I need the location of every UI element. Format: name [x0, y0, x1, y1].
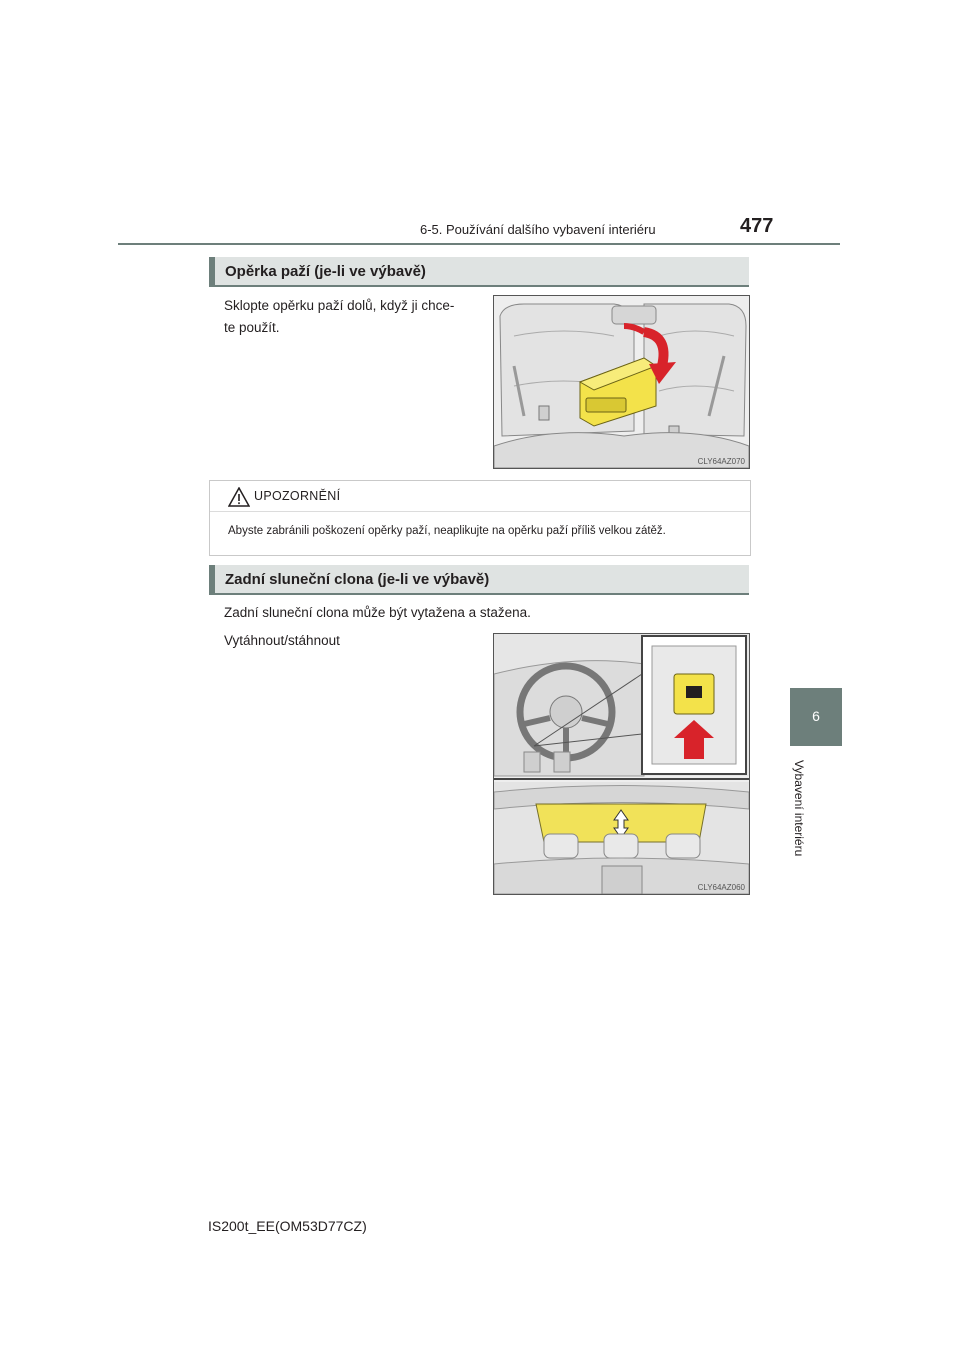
figure-code: CLY64AZ060: [697, 883, 745, 892]
figure-code: CLY64AZ070: [697, 457, 745, 466]
sunshade-description: Zadní sluneční clona může být vytažena a stažena.: [224, 605, 531, 620]
armrest-instruction: [224, 295, 454, 339]
armrest-drawing: [494, 296, 749, 468]
chapter-number: 6: [812, 708, 820, 724]
header-rule: [118, 243, 840, 245]
armrest-instruction-line1: Sklopte opěrku paží dolů, když ji chce-: [224, 298, 455, 313]
heading-accent-bar: [209, 565, 215, 595]
sunshade-illustration: [493, 633, 750, 895]
warning-triangle-icon: [228, 487, 250, 507]
section-heading-sunshade: [209, 565, 749, 595]
page-number: 477: [740, 215, 774, 237]
section-heading-armrest: [209, 257, 749, 287]
section-heading-text: Opěrka paží (je-li ve výbavě): [225, 263, 426, 280]
model-code: IS200t_EE(OM53D77CZ): [208, 1218, 367, 1234]
sunshade-drawing: [494, 634, 749, 894]
section-heading-text: Zadní sluneční clona (je-li ve výbavě): [225, 571, 490, 588]
chapter-label: [792, 760, 820, 880]
caution-text: Abyste zabránili poškození opěrky paží, neaplikujte na opěrku paží příliš velkou zátěž.: [228, 525, 666, 537]
sunshade-action: Vytáhnout/stáhnout: [224, 633, 340, 648]
armrest-illustration: [493, 295, 750, 469]
chapter-label-text: Vybavení interiéru: [792, 760, 806, 857]
armrest-instruction-line2: te použít.: [224, 320, 280, 335]
caution-divider: [210, 511, 750, 512]
heading-accent-bar: [209, 257, 215, 287]
running-header: 6-5. Používání dalšího vybavení interiéru: [420, 222, 656, 237]
caution-title: UPOZORNĚNÍ: [254, 489, 341, 503]
caution-box: [209, 480, 751, 556]
